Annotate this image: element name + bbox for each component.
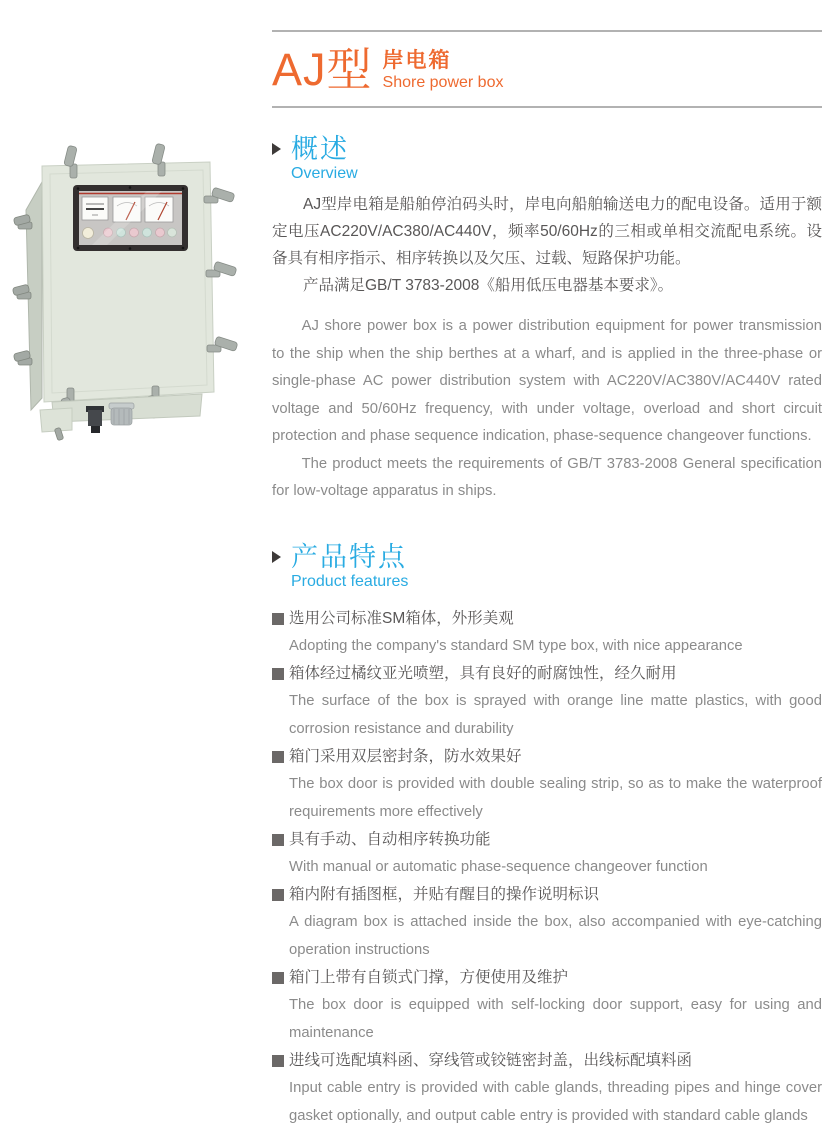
feature-cn-text: 箱体经过橘纹亚光喷塑，具有良好的耐腐蚀性，经久耐用 [289, 664, 677, 682]
square-bullet-icon [272, 889, 284, 901]
section-marker-icon [272, 551, 281, 563]
feature-cn-text: 箱门上带有自锁式门撑，方便使用及维护 [289, 968, 569, 986]
cable-gland-dark [86, 406, 104, 433]
features-heading-cn: 产品特点 [291, 541, 407, 572]
title-divider [272, 106, 822, 108]
overview-paragraphs-cn [272, 191, 822, 299]
product-name-group [383, 49, 504, 93]
feature-cn-line [272, 826, 822, 853]
product-name-en: Shore power box [382, 74, 504, 91]
overview-section [272, 134, 822, 506]
feature-item [272, 605, 822, 660]
feature-cn-text: 选用公司标准SM箱体，外形美观 [289, 609, 514, 627]
feature-cn-line [272, 743, 822, 770]
feature-cn-line [272, 605, 822, 632]
latch-left-2 [12, 284, 31, 299]
square-bullet-icon [272, 834, 284, 846]
features-header [272, 542, 822, 591]
page-title [272, 46, 822, 94]
overview-cn-paragraph: AJ型岸电箱是船舶停泊码头时，岸电向船舶输送电力的配电设备。适用于额定电压AC220V/AC380/AC440V，频率50/60Hz的三相或单相交流配电系统。设备具有相序指示、相序转换以及欠压、过载、短路保护功能。 [272, 196, 822, 267]
square-bullet-icon [272, 613, 284, 625]
overview-header [272, 134, 822, 183]
feature-cn-text: 具有手动、自动相序转换功能 [289, 830, 491, 848]
feature-cn-line [272, 964, 822, 991]
feature-en-text: A diagram box is attached inside the box, also accompanied with eye-catching operation instructions [289, 913, 822, 958]
square-bullet-icon [272, 751, 284, 763]
feature-en-text: The surface of the box is sprayed with orange line matte plastics, with good corrosion resistance and durability [289, 692, 822, 737]
feature-cn-text: 进线可选配填料函、穿线管或铰链密封盖，出线标配填料函 [289, 1051, 693, 1069]
latch-left-3 [13, 350, 32, 365]
feature-cn-text: 箱内附有插图框，并贴有醒目的操作说明标识 [289, 885, 600, 903]
latch-left-1 [13, 214, 32, 229]
product-model: AJ型 [272, 44, 373, 95]
square-bullet-icon [272, 972, 284, 984]
feature-item [272, 881, 822, 964]
feature-en-text: Adopting the company's standard SM type box, with nice appearance [289, 637, 743, 654]
product-name-cn: 岸电箱 [382, 49, 452, 72]
content-column [272, 0, 822, 1130]
shore-power-box-illustration [12, 140, 252, 452]
feature-en-text: The box door is provided with double sealing strip, so as to make the waterproof requirements more effectively [289, 775, 822, 820]
features-section [272, 542, 822, 1130]
product-photo [12, 140, 252, 452]
overview-paragraphs-en [272, 313, 822, 506]
feature-cn-line [272, 881, 822, 908]
features-titles [291, 542, 408, 591]
cable-gland-metal [109, 403, 134, 425]
feature-list [272, 605, 822, 1130]
feature-item [272, 743, 822, 826]
features-heading-en: Product features [291, 572, 409, 590]
feature-cn-line [272, 1047, 822, 1074]
feature-item [272, 964, 822, 1047]
feature-cn-line [272, 660, 822, 687]
overview-en-paragraph: The product meets the requirements of GB/T 3783-2008 General specification for low-voltage apparatus in ships. [272, 455, 822, 499]
feature-en-text: The box door is equipped with self-locking door support, easy for using and maintenance [289, 996, 822, 1041]
feature-cn-text: 箱门采用双层密封条，防水效果好 [289, 747, 522, 765]
square-bullet-icon [272, 668, 284, 680]
overview-en-paragraph: AJ shore power box is a power distribution equipment for power transmission to the ship when the ship berthes at a wharf, and is applied in the three-phase or single-phase AC power distribution system with AC220V/AC380V/AC440V rated voltage and 50/60Hz frequency, with under voltage, overload and short circuit protection and phase sequence indication, phase-sequence changeover functions. [272, 318, 822, 444]
overview-titles [291, 134, 358, 183]
overview-cn-paragraph: 产品满足GB/T 3783-2008《船用低压电器基本要求》。 [303, 277, 674, 294]
feature-item [272, 1047, 822, 1130]
feature-en-text: With manual or automatic phase-sequence changeover function [289, 858, 708, 875]
top-divider [272, 30, 822, 32]
overview-heading-en: Overview [291, 165, 358, 182]
square-bullet-icon [272, 1055, 284, 1067]
overview-heading-cn: 概述 [291, 134, 349, 164]
feature-item [272, 660, 822, 743]
feature-en-text: Input cable entry is provided with cable glands, threading pipes and hinge cover gasket optionally, and output cable entry is provided with standard cable glands [289, 1079, 822, 1124]
section-marker-icon [272, 143, 281, 155]
feature-item [272, 826, 822, 881]
